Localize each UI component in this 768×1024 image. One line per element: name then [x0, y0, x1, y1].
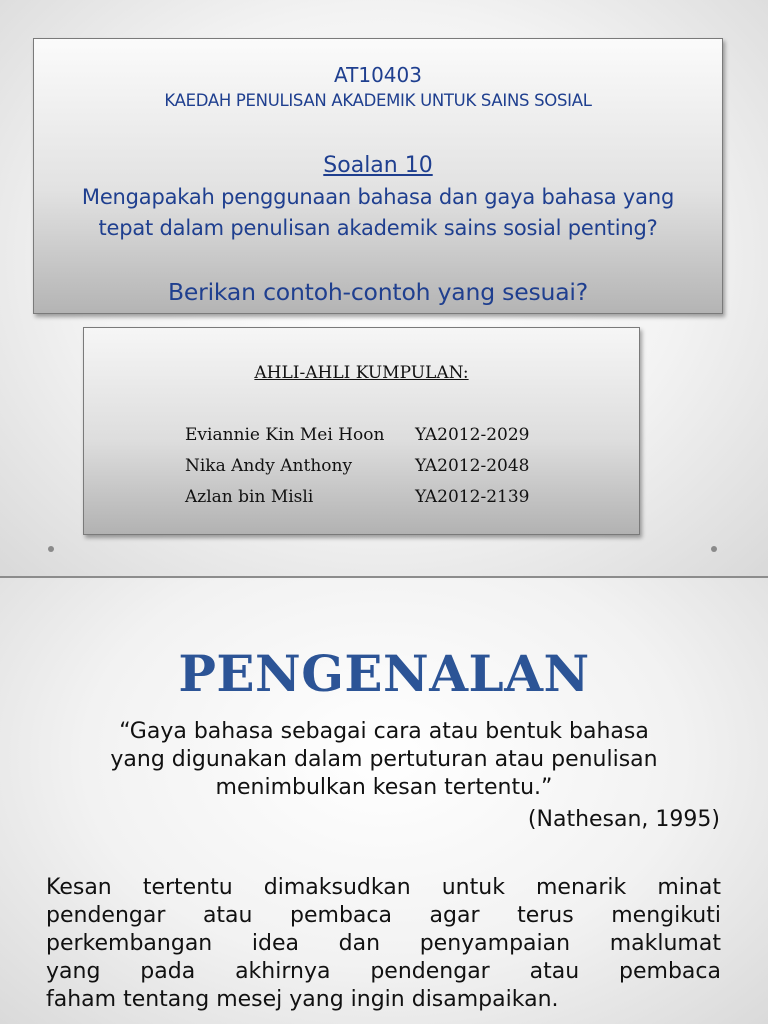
paragraph-word: minat: [657, 875, 721, 900]
paragraph-line: [46, 902, 721, 930]
question-line-2: tepat dalam penulisan akademik sains sosial penting?: [98, 216, 658, 240]
quote-line: menimbulkan kesan tertentu.”: [215, 775, 553, 800]
paragraph-word: pada: [140, 959, 196, 984]
paragraph-word: tertentu: [142, 875, 233, 900]
paragraph-word: dimaksudkan: [263, 875, 411, 900]
paragraph-word: dan: [338, 931, 381, 956]
paragraph-word: pendengar: [46, 903, 166, 928]
member-name: Azlan bin Misli: [185, 487, 314, 507]
course-code: AT10403: [334, 63, 422, 87]
member-id: YA2012-2029: [415, 425, 530, 445]
paragraph-word: menarik: [536, 875, 627, 900]
paragraph-word: akhirnya: [235, 959, 331, 984]
quote-line: yang digunakan dalam pertuturan atau penulisan: [110, 747, 658, 772]
bullet-dot-icon: [48, 546, 54, 552]
paragraph-word: Kesan: [46, 875, 112, 900]
paragraph-line: [46, 874, 721, 902]
slide-title: PENGENALAN: [178, 644, 590, 703]
question-number: Soalan 10: [323, 153, 433, 178]
member-id: YA2012-2139: [415, 487, 530, 507]
paragraph-line: faham tentang mesej yang ingin disampaikan.: [46, 987, 559, 1012]
paragraph-word: agar: [429, 903, 480, 928]
paragraph-word: maklumat: [609, 931, 721, 956]
member-id: YA2012-2048: [415, 456, 530, 476]
body-paragraph: [46, 874, 721, 1014]
member-name: Nika Andy Anthony: [185, 456, 353, 476]
citation: (Nathesan, 1995): [527, 807, 720, 832]
members-heading: AHLI-AHLI KUMPULAN:: [254, 363, 469, 383]
paragraph-word: perkembangan: [46, 931, 213, 956]
paragraph-word: pendengar: [370, 959, 490, 984]
quote: [40, 718, 728, 802]
slide-2: [0, 578, 768, 1024]
course-name: KAEDAH PENULISAN AKADEMIK UNTUK SAINS SOSIAL: [164, 91, 592, 110]
paragraph-word: untuk: [441, 875, 505, 900]
question-line-1: Mengapakah penggunaan bahasa dan gaya bahasa yang: [81, 185, 675, 209]
bullet-dot-icon: [711, 546, 717, 552]
paragraph-word: yang: [46, 959, 101, 984]
paragraph-word: penyampaian: [419, 931, 571, 956]
paragraph-word: atau: [202, 903, 253, 928]
question-prompt: Berikan contoh-contoh yang sesuai?: [167, 278, 589, 306]
paragraph-line: [46, 930, 721, 958]
paragraph-word: pembaca: [619, 959, 721, 984]
paragraph-word: pembaca: [290, 903, 392, 928]
paragraph-word: idea: [251, 931, 299, 956]
paragraph-word: mengikuti: [611, 903, 721, 928]
paragraph-word: terus: [517, 903, 574, 928]
member-name: Eviannie Kin Mei Hoon: [185, 425, 385, 445]
title-box: [33, 38, 723, 314]
quote-line: “Gaya bahasa sebagai cara atau bentuk bahasa: [119, 719, 649, 744]
paragraph-word: atau: [529, 959, 580, 984]
paragraph-line: [46, 958, 721, 986]
members-box: [83, 327, 640, 535]
